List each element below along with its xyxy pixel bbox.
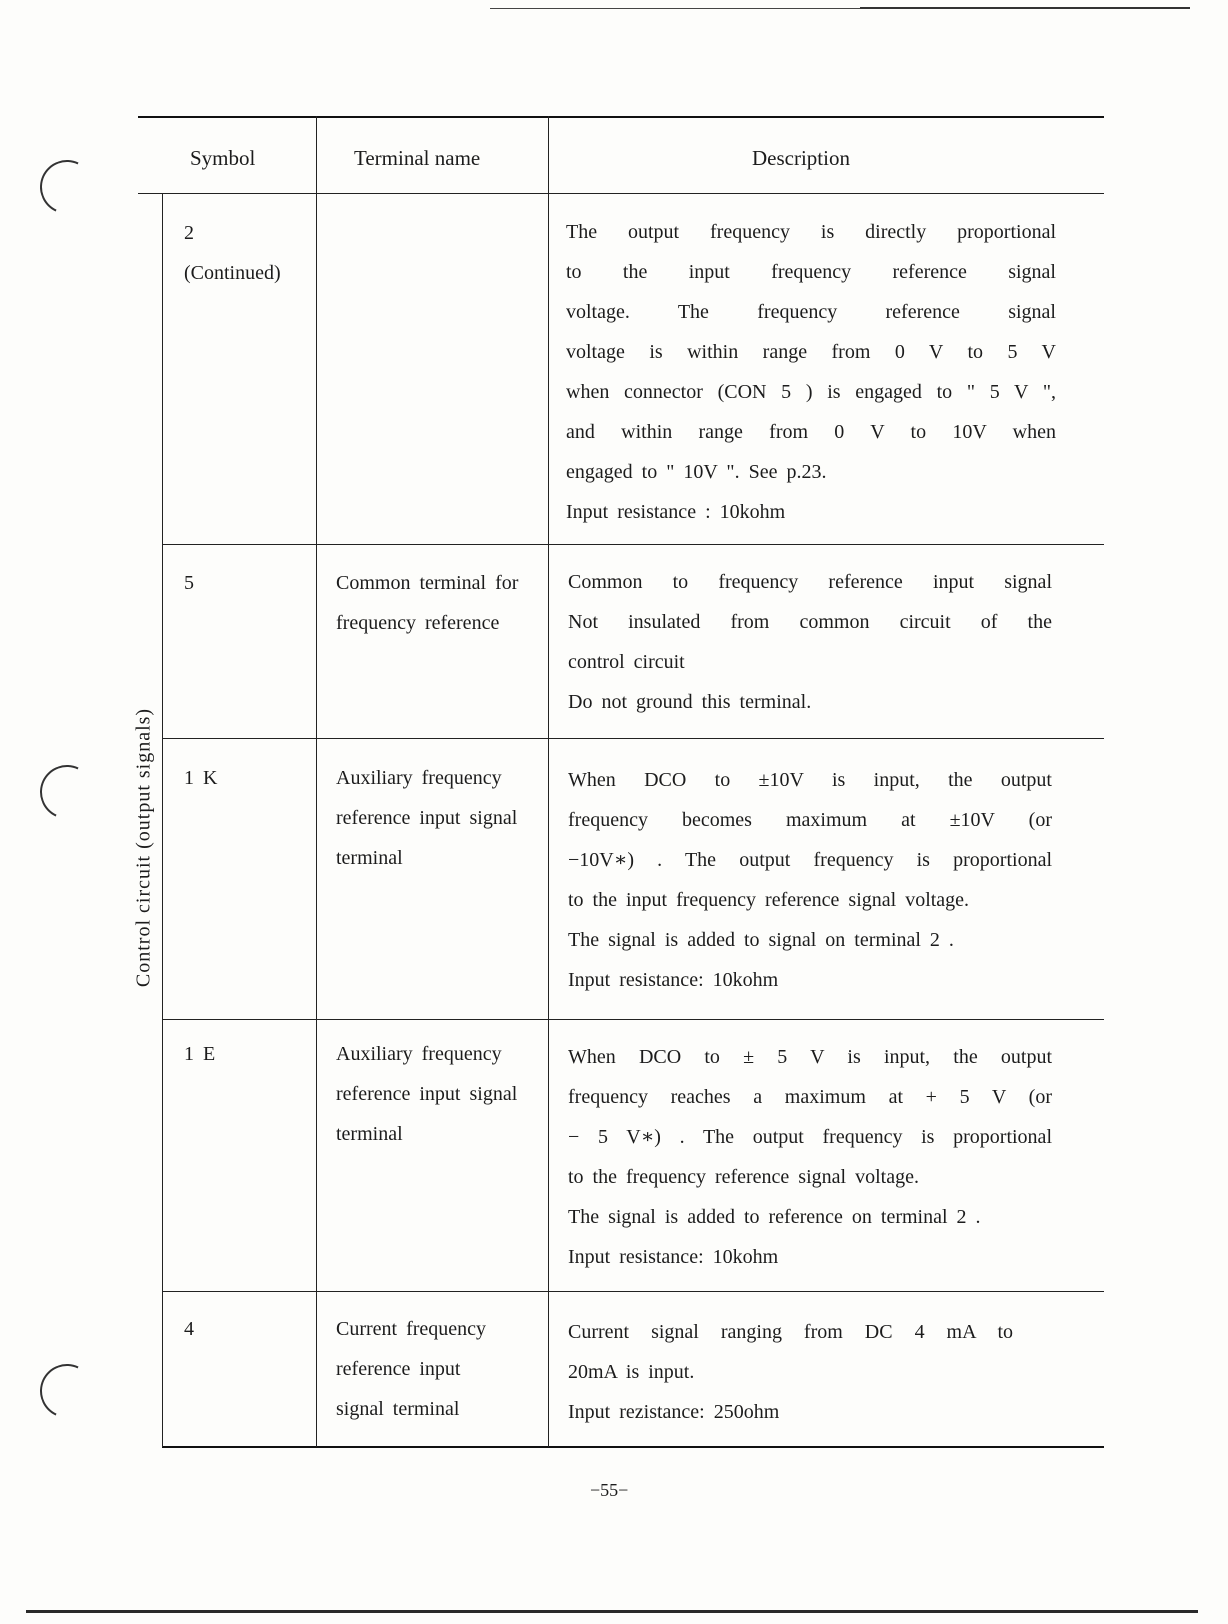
header-bottom-rule bbox=[138, 193, 1104, 194]
table-bottom-rule bbox=[162, 1446, 1104, 1448]
terminal-name-line: signal terminal bbox=[336, 1398, 460, 1420]
description-line: The signal is added to reference on terminal 2 . bbox=[568, 1206, 981, 1228]
header-description: Description bbox=[752, 146, 850, 170]
terminal-name-line: terminal bbox=[336, 847, 403, 869]
description-line: Current signal ranging from DC 4 mA to bbox=[568, 1321, 1013, 1343]
name-column-divider bbox=[548, 116, 549, 1447]
row-divider bbox=[162, 544, 1104, 545]
description-line: Input resistance: 10kohm bbox=[568, 969, 779, 991]
description-line: engaged to " 10V ". See p.23. bbox=[566, 461, 827, 483]
terminal-table bbox=[132, 116, 1104, 1503]
symbol-column-divider bbox=[316, 116, 317, 1447]
header-symbol: Symbol bbox=[190, 146, 256, 170]
symbol-line: 2 bbox=[184, 222, 194, 244]
description-line: frequency reaches a maximum at + 5 V (or bbox=[568, 1086, 1052, 1108]
description-line: control circuit bbox=[568, 651, 685, 673]
binder-hole-top bbox=[32, 152, 101, 221]
bottom-rule bbox=[26, 1610, 1198, 1613]
terminal-name-line: Auxiliary frequency bbox=[336, 1043, 502, 1065]
row-symbol bbox=[184, 213, 281, 293]
terminal-name-line: reference input signal bbox=[336, 807, 518, 829]
terminal-name-line: terminal bbox=[336, 1123, 403, 1145]
row-terminal-name bbox=[336, 563, 518, 643]
terminal-name-line: reference input signal bbox=[336, 1083, 518, 1105]
page-number: −55− bbox=[590, 1480, 629, 1500]
description-line: frequency becomes maximum at ±10V (or bbox=[568, 809, 1052, 831]
row-symbol bbox=[184, 1034, 215, 1074]
binder-hole-middle bbox=[32, 757, 101, 826]
row-terminal-name bbox=[336, 1034, 517, 1154]
row-symbol bbox=[184, 563, 194, 603]
side-label: Control circuit (output signals) bbox=[132, 707, 155, 988]
description-line: when connector (CON 5 ) is engaged to " 5 V ", bbox=[566, 381, 1056, 403]
description-line: voltage. The frequency reference signal bbox=[566, 301, 1056, 323]
terminal-name-line: reference input bbox=[336, 1358, 461, 1380]
symbol-line: (Continued) bbox=[184, 262, 281, 284]
row-description bbox=[568, 1037, 1052, 1277]
table-top-rule bbox=[138, 116, 1104, 118]
row-description bbox=[568, 760, 1052, 1000]
top-rule-accent bbox=[860, 7, 1190, 9]
row-symbol bbox=[184, 1309, 194, 1349]
description-line: to the input frequency reference signal bbox=[566, 261, 1056, 283]
row-description bbox=[568, 1312, 1013, 1432]
symbol-line: 1 E bbox=[184, 1043, 216, 1065]
description-line: voltage is within range from 0 V to 5 V bbox=[566, 341, 1056, 363]
description-line: to the input frequency reference signal voltage. bbox=[568, 889, 970, 911]
symbol-line: 1 K bbox=[184, 767, 218, 789]
description-line: Input resistance : 10kohm bbox=[566, 501, 786, 523]
description-line: −10V∗) . The output frequency is proportional bbox=[568, 849, 1052, 871]
symbol-line: 4 bbox=[184, 1318, 194, 1340]
row-divider bbox=[162, 738, 1104, 739]
terminal-name-line: Current frequency bbox=[336, 1318, 487, 1340]
description-line: to the frequency reference signal voltage. bbox=[568, 1166, 919, 1188]
side-label-divider bbox=[162, 193, 163, 1447]
description-line: and within range from 0 V to 10V when bbox=[566, 421, 1056, 443]
description-line: The output frequency is directly proportional bbox=[566, 221, 1056, 243]
header-terminal-name: Terminal name bbox=[354, 146, 481, 170]
row-divider bbox=[162, 1291, 1104, 1292]
description-line: 20mA is input. bbox=[568, 1361, 695, 1383]
row-description bbox=[566, 212, 1056, 532]
description-line: − 5 V∗) . The output frequency is proportional bbox=[568, 1126, 1052, 1148]
row-terminal-name bbox=[336, 1309, 486, 1429]
description-line: Input rezistance: 250ohm bbox=[568, 1401, 780, 1423]
description-line: When DCO to ± 5 V is input, the output bbox=[568, 1046, 1052, 1068]
terminal-name-line: frequency reference bbox=[336, 612, 500, 634]
description-line: Common to frequency reference input signal bbox=[568, 571, 1052, 593]
description-line: When DCO to ±10V is input, the output bbox=[568, 769, 1052, 791]
description-line: Not insulated from common circuit of the bbox=[568, 611, 1052, 633]
terminal-name-line: Common terminal for bbox=[336, 572, 519, 594]
binder-hole-bottom bbox=[32, 1356, 101, 1425]
row-divider bbox=[162, 1019, 1104, 1020]
row-description bbox=[568, 562, 1052, 722]
terminal-name-line: Auxiliary frequency bbox=[336, 767, 502, 789]
description-line: Input resistance: 10kohm bbox=[568, 1246, 779, 1268]
description-line: The signal is added to signal on terminal 2 . bbox=[568, 929, 954, 951]
symbol-line: 5 bbox=[184, 572, 194, 594]
row-terminal-name bbox=[336, 758, 517, 878]
row-symbol bbox=[184, 758, 217, 798]
description-line: Do not ground this terminal. bbox=[568, 691, 812, 713]
